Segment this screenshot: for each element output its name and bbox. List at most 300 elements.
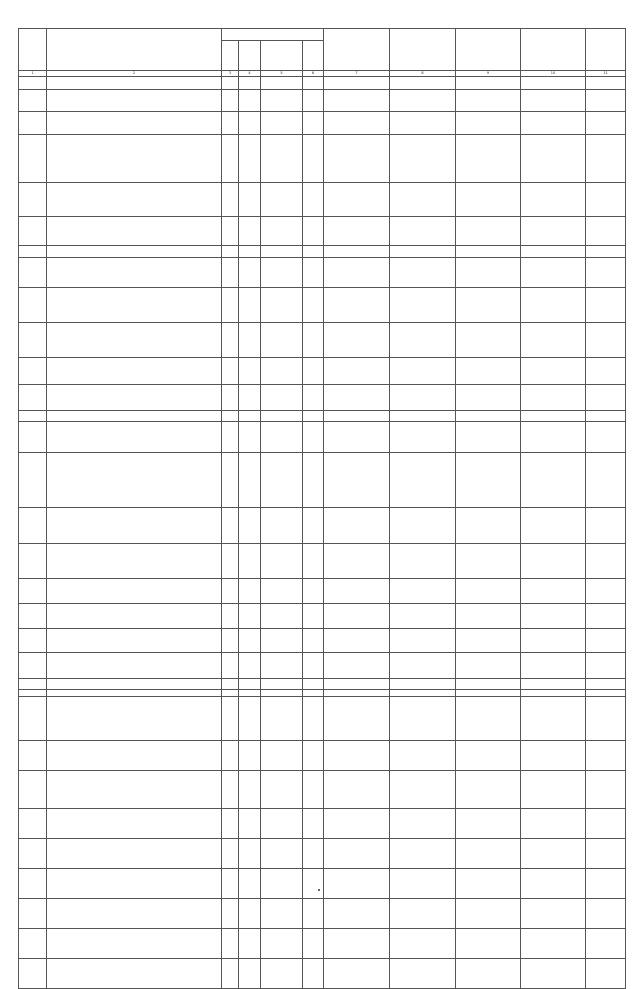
table-row [19,135,626,183]
row-annual-volume [456,135,521,183]
row-razdel [239,741,261,771]
row-main-admin [324,629,390,653]
row-grbs [222,135,239,183]
row-razdel [239,579,261,604]
table-row [19,604,626,629]
row-grbs [222,411,239,422]
row-csr [261,697,303,741]
row-vr [303,604,324,629]
table-row [19,411,626,422]
row-csr [261,258,303,288]
row-main-admin [324,869,390,899]
row-main-admin [324,358,390,385]
row-distributor [390,217,456,246]
budget-table [18,28,626,989]
row-main-admin [324,90,390,112]
table-row [19,741,626,771]
row-percent [586,839,626,869]
row-razdel [239,90,261,112]
row-main-admin [324,508,390,544]
row-grbs [222,90,239,112]
row-distributor [390,135,456,183]
row-annual-volume [456,90,521,112]
row-razdel [239,112,261,135]
row-distributor [390,929,456,959]
row-percent [586,679,626,690]
header-razdel [239,41,261,71]
row-grbs [222,258,239,288]
row-execution [521,653,586,679]
row-vr [303,422,324,453]
header-annual-volume [456,29,521,71]
row-vr [303,869,324,899]
row-index [19,112,47,135]
col-number: 3 [222,71,239,77]
row-main-admin [324,741,390,771]
row-distributor [390,112,456,135]
row-main-admin [324,217,390,246]
row-distributor [390,869,456,899]
row-name [47,358,222,385]
row-main-admin [324,135,390,183]
row-distributor [390,629,456,653]
row-razdel [239,690,261,697]
row-percent [586,629,626,653]
row-index [19,697,47,741]
row-distributor [390,771,456,809]
table-row [19,90,626,112]
row-name [47,839,222,869]
row-name [47,690,222,697]
col-number: 9 [456,71,521,77]
row-main-admin [324,899,390,929]
row-csr [261,112,303,135]
table-row [19,385,626,411]
table-row [19,697,626,741]
table-row [19,653,626,679]
row-distributor [390,183,456,217]
table-row [19,358,626,385]
row-execution [521,604,586,629]
row-execution [521,112,586,135]
row-vr [303,899,324,929]
col-number: 1 [19,71,47,77]
row-razdel [239,323,261,358]
row-execution [521,183,586,217]
row-percent [586,771,626,809]
row-vr [303,690,324,697]
table-row [19,629,626,653]
row-main-admin [324,544,390,579]
row-index [19,217,47,246]
row-percent [586,690,626,697]
row-name [47,385,222,411]
row-razdel [239,653,261,679]
row-index [19,679,47,690]
row-csr [261,544,303,579]
row-razdel [239,697,261,741]
row-annual-volume [456,579,521,604]
row-index [19,771,47,809]
row-percent [586,653,626,679]
row-percent [586,135,626,183]
row-main-admin [324,183,390,217]
row-csr [261,385,303,411]
row-vr [303,809,324,839]
row-distributor [390,544,456,579]
row-grbs [222,246,239,258]
row-razdel [239,839,261,869]
table-row [19,869,626,899]
row-distributor [390,579,456,604]
row-vr [303,771,324,809]
row-main-admin [324,112,390,135]
row-percent [586,809,626,839]
row-execution [521,258,586,288]
row-main-admin [324,579,390,604]
row-csr [261,741,303,771]
table-row [19,422,626,453]
row-distributor [390,690,456,697]
row-percent [586,579,626,604]
row-name [47,183,222,217]
row-percent [586,385,626,411]
row-vr [303,183,324,217]
row-razdel [239,899,261,929]
row-name [47,579,222,604]
row-annual-volume [456,112,521,135]
row-percent [586,508,626,544]
row-distributor [390,453,456,508]
row-vr [303,544,324,579]
row-vr [303,385,324,411]
row-vr [303,112,324,135]
row-grbs [222,217,239,246]
row-razdel [239,453,261,508]
row-csr [261,869,303,899]
row-index [19,929,47,959]
row-grbs [222,929,239,959]
row-csr [261,579,303,604]
row-annual-volume [456,217,521,246]
row-annual-volume [456,183,521,217]
row-distributor [390,653,456,679]
header-grbs [222,41,239,71]
row-index [19,246,47,258]
row-main-admin [324,385,390,411]
table-row [19,809,626,839]
row-execution [521,679,586,690]
row-csr [261,653,303,679]
row-index [19,690,47,697]
row-index [19,653,47,679]
row-vr [303,579,324,604]
row-vr [303,358,324,385]
row-grbs [222,422,239,453]
row-name [47,217,222,246]
header-csr [261,41,303,71]
row-main-admin [324,690,390,697]
table-row [19,771,626,809]
row-index [19,90,47,112]
row-grbs [222,959,239,989]
row-annual-volume [456,809,521,839]
row-annual-volume [456,869,521,899]
table-row [19,288,626,323]
header-distributor [390,29,456,71]
row-name [47,258,222,288]
row-execution [521,839,586,869]
row-csr [261,690,303,697]
row-annual-volume [456,246,521,258]
row-grbs [222,358,239,385]
row-execution [521,385,586,411]
row-percent [586,183,626,217]
row-percent [586,77,626,90]
row-main-admin [324,323,390,358]
row-grbs [222,112,239,135]
row-distributor [390,741,456,771]
row-annual-volume [456,508,521,544]
row-annual-volume [456,422,521,453]
col-number: 7 [324,71,390,77]
row-vr [303,629,324,653]
row-main-admin [324,679,390,690]
row-distributor [390,959,456,989]
row-distributor [390,323,456,358]
row-vr [303,246,324,258]
row-csr [261,771,303,809]
row-distributor [390,288,456,323]
row-index [19,869,47,899]
row-execution [521,544,586,579]
row-execution [521,217,586,246]
col-number: 2 [47,71,222,77]
row-vr [303,679,324,690]
row-percent [586,217,626,246]
row-grbs [222,385,239,411]
col-number: 8 [390,71,456,77]
row-percent [586,288,626,323]
row-razdel [239,217,261,246]
row-distributor [390,508,456,544]
row-distributor [390,90,456,112]
row-index [19,959,47,989]
row-grbs [222,839,239,869]
row-percent [586,604,626,629]
row-name [47,809,222,839]
row-main-admin [324,929,390,959]
header-group-title [222,29,324,41]
row-execution [521,422,586,453]
header-vr [303,41,324,71]
row-vr [303,959,324,989]
header-percent [586,29,626,71]
row-execution [521,246,586,258]
row-distributor [390,258,456,288]
row-vr [303,929,324,959]
row-distributor [390,77,456,90]
row-distributor [390,604,456,629]
row-razdel [239,135,261,183]
row-annual-volume [456,629,521,653]
row-index [19,544,47,579]
row-annual-volume [456,741,521,771]
row-index [19,135,47,183]
row-annual-volume [456,959,521,989]
row-csr [261,422,303,453]
row-index [19,422,47,453]
row-execution [521,411,586,422]
row-annual-volume [456,358,521,385]
row-csr [261,217,303,246]
row-distributor [390,839,456,869]
row-name [47,629,222,653]
row-distributor [390,358,456,385]
row-index [19,77,47,90]
row-grbs [222,453,239,508]
row-name [47,653,222,679]
row-main-admin [324,453,390,508]
header-main-admin [324,29,390,71]
row-vr [303,258,324,288]
row-vr [303,135,324,183]
row-distributor [390,899,456,929]
row-name [47,77,222,90]
row-percent [586,899,626,929]
row-name [47,246,222,258]
row-razdel [239,679,261,690]
row-vr [303,288,324,323]
row-name [47,411,222,422]
row-razdel [239,629,261,653]
row-csr [261,411,303,422]
row-grbs [222,508,239,544]
table-row [19,929,626,959]
row-annual-volume [456,771,521,809]
table-row [19,899,626,929]
row-razdel [239,183,261,217]
row-grbs [222,604,239,629]
row-name [47,508,222,544]
row-percent [586,741,626,771]
row-razdel [239,246,261,258]
row-grbs [222,77,239,90]
row-annual-volume [456,697,521,741]
row-index [19,579,47,604]
row-index [19,288,47,323]
row-index [19,385,47,411]
row-grbs [222,771,239,809]
row-razdel [239,77,261,90]
table-row [19,959,626,989]
row-csr [261,809,303,839]
row-csr [261,358,303,385]
row-index [19,899,47,929]
row-razdel [239,604,261,629]
row-index [19,508,47,544]
row-index [19,358,47,385]
row-execution [521,508,586,544]
row-percent [586,358,626,385]
row-index [19,741,47,771]
row-percent [586,411,626,422]
row-annual-volume [456,929,521,959]
row-execution [521,959,586,989]
col-number: 6 [303,71,324,77]
table-row [19,183,626,217]
row-main-admin [324,77,390,90]
row-annual-volume [456,453,521,508]
row-csr [261,839,303,869]
row-main-admin [324,604,390,629]
row-main-admin [324,771,390,809]
row-razdel [239,544,261,579]
row-distributor [390,697,456,741]
row-percent [586,869,626,899]
row-distributor [390,246,456,258]
row-vr [303,697,324,741]
row-name [47,899,222,929]
row-vr [303,508,324,544]
row-main-admin [324,246,390,258]
row-vr [303,453,324,508]
row-name [47,288,222,323]
row-distributor [390,385,456,411]
header-index [19,29,47,71]
row-csr [261,604,303,629]
row-annual-volume [456,288,521,323]
row-annual-volume [456,77,521,90]
row-vr [303,323,324,358]
row-grbs [222,869,239,899]
row-csr [261,453,303,508]
row-execution [521,697,586,741]
row-razdel [239,809,261,839]
row-razdel [239,411,261,422]
row-name [47,929,222,959]
table-row [19,246,626,258]
table-row [19,258,626,288]
row-csr [261,246,303,258]
table-header [19,29,626,77]
row-razdel [239,385,261,411]
row-annual-volume [456,411,521,422]
row-execution [521,77,586,90]
row-name [47,697,222,741]
row-distributor [390,411,456,422]
row-razdel [239,288,261,323]
row-main-admin [324,653,390,679]
row-annual-volume [456,604,521,629]
row-grbs [222,544,239,579]
row-index [19,453,47,508]
row-csr [261,508,303,544]
row-distributor [390,422,456,453]
row-csr [261,77,303,90]
row-vr [303,411,324,422]
row-annual-volume [456,653,521,679]
row-csr [261,288,303,323]
row-index [19,323,47,358]
row-execution [521,629,586,653]
row-name [47,771,222,809]
row-vr [303,217,324,246]
row-grbs [222,579,239,604]
row-name [47,112,222,135]
row-vr [303,741,324,771]
row-execution [521,741,586,771]
